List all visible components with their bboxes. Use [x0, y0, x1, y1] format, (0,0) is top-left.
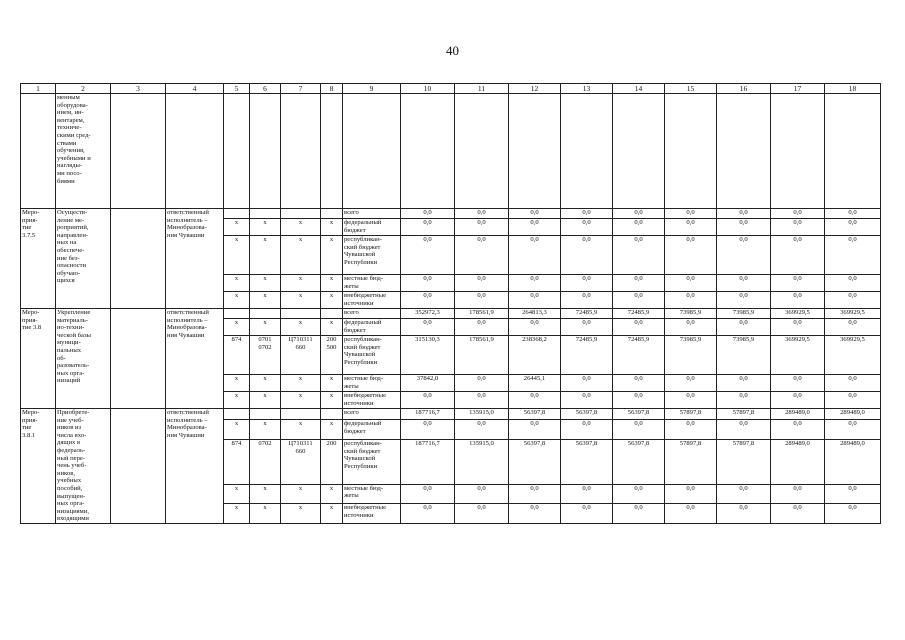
value-cell: 0,0: [509, 209, 561, 219]
cell: [455, 94, 509, 209]
value-cell: 57897,8: [717, 440, 771, 485]
value-cell: 57897,8: [665, 409, 717, 420]
value-cell: 57897,8: [717, 409, 771, 420]
value-cell: 0,0: [455, 375, 509, 392]
executor-cell: ответственный исполнитель – Минобразова- ния Чувашии: [166, 209, 224, 309]
value-cell: 0,0: [771, 236, 825, 275]
value-cell: 0,0: [401, 484, 455, 504]
value-cell: 56397,8: [613, 409, 665, 420]
table-header-row: [21, 84, 881, 94]
code-cell: x: [281, 236, 321, 275]
measure-id-cell: Меро- прия- тие 3.8.1: [21, 409, 56, 524]
value-cell: 0,0: [509, 504, 561, 524]
code-cell: x: [250, 484, 281, 504]
value-cell: 0,0: [825, 275, 881, 292]
value-cell: 0,0: [613, 236, 665, 275]
value-cell: 135915,0: [455, 440, 509, 485]
source-cell: всего: [343, 209, 401, 219]
value-cell: 0,0: [771, 392, 825, 409]
cell: [771, 94, 825, 209]
code-cell: [321, 209, 343, 219]
value-cell: 0,0: [561, 236, 613, 275]
code-cell: x: [321, 236, 343, 275]
value-cell: 72485,9: [613, 309, 665, 319]
header-cell: 16: [717, 84, 771, 94]
header-cell: 8: [321, 84, 343, 94]
code-cell: [321, 409, 343, 420]
cell: [665, 94, 717, 209]
value-cell: 0,0: [665, 209, 717, 219]
value-cell: 187716,7: [401, 440, 455, 485]
value-cell: 0,0: [613, 420, 665, 440]
value-cell: 0,0: [717, 319, 771, 336]
code-cell: [250, 409, 281, 420]
value-cell: 315130,3: [401, 336, 455, 375]
value-cell: 0,0: [717, 209, 771, 219]
code-cell: x: [321, 275, 343, 292]
value-cell: 72485,9: [561, 309, 613, 319]
header-cell: 11: [455, 84, 509, 94]
code-cell: [250, 309, 281, 319]
continuation-name-cell: менным оборудова- нием, ин- вентарем, техниче- скими сред- ствами обучения, учебными и нагляды- ми посо- биями: [56, 94, 111, 209]
value-cell: 289489,0: [825, 440, 881, 485]
value-cell: 178561,9: [455, 336, 509, 375]
value-cell: 238368,2: [509, 336, 561, 375]
value-cell: 0,0: [509, 319, 561, 336]
value-cell: 0,0: [509, 392, 561, 409]
budget-table: [20, 83, 881, 524]
value-cell: 73985,9: [717, 309, 771, 319]
code-cell: x: [224, 392, 250, 409]
value-cell: 0,0: [455, 275, 509, 292]
cell: [166, 94, 224, 209]
source-cell: всего: [343, 309, 401, 319]
code-cell: [250, 209, 281, 219]
value-cell: 0,0: [561, 319, 613, 336]
code-cell: x: [281, 219, 321, 236]
value-cell: 0,0: [455, 209, 509, 219]
code-cell: [224, 409, 250, 420]
value-cell: 0,0: [771, 275, 825, 292]
value-cell: 0,0: [561, 484, 613, 504]
value-cell: 0,0: [509, 420, 561, 440]
code-cell: x: [250, 319, 281, 336]
source-cell: внебюджетные источники: [343, 504, 401, 524]
value-cell: 0,0: [717, 375, 771, 392]
code-cell: x: [281, 319, 321, 336]
header-cell: 12: [509, 84, 561, 94]
value-cell: 0,0: [561, 219, 613, 236]
value-cell: 0,0: [509, 275, 561, 292]
header-cell: 17: [771, 84, 825, 94]
measure-id-cell: Меро- прия- тие 3.8: [21, 309, 56, 409]
code-cell: 200 500: [321, 336, 343, 375]
value-cell: 369929,5: [825, 336, 881, 375]
value-cell: 0,0: [509, 292, 561, 309]
code-cell: x: [250, 275, 281, 292]
code-cell: x: [281, 420, 321, 440]
value-cell: 26445,1: [509, 375, 561, 392]
code-cell: x: [281, 392, 321, 409]
value-cell: 0,0: [665, 420, 717, 440]
cell: [111, 309, 166, 409]
measure-name-cell: Осуществ- ление ме- роприятий, направлен- ных на обеспече- ние без- опасности обучаю- щихся: [56, 209, 111, 309]
value-cell: 0,0: [771, 219, 825, 236]
value-cell: 0,0: [613, 275, 665, 292]
value-cell: 0,0: [561, 392, 613, 409]
code-cell: x: [224, 219, 250, 236]
value-cell: 0,0: [665, 375, 717, 392]
header-cell: 4: [166, 84, 224, 94]
value-cell: 57897,8: [665, 440, 717, 485]
code-cell: [281, 309, 321, 319]
code-cell: [321, 309, 343, 319]
cell: [343, 94, 401, 209]
value-cell: 0,0: [509, 236, 561, 275]
code-cell: x: [224, 420, 250, 440]
value-cell: 0,0: [717, 219, 771, 236]
source-cell: республикан- ский бюджет Чувашской Республики: [343, 236, 401, 275]
cell: [717, 94, 771, 209]
value-cell: 0,0: [401, 275, 455, 292]
value-cell: 0,0: [825, 219, 881, 236]
code-cell: x: [281, 375, 321, 392]
value-cell: 0,0: [717, 504, 771, 524]
code-cell: x: [321, 484, 343, 504]
value-cell: 0,0: [717, 275, 771, 292]
value-cell: 369929,5: [825, 309, 881, 319]
value-cell: 73985,9: [717, 336, 771, 375]
cell: [111, 94, 166, 209]
value-cell: 0,0: [401, 236, 455, 275]
value-cell: 0,0: [455, 420, 509, 440]
value-cell: 0,0: [455, 236, 509, 275]
source-cell: федеральный бюджет: [343, 319, 401, 336]
value-cell: 178561,9: [455, 309, 509, 319]
code-cell: x: [321, 504, 343, 524]
source-cell: внебюджетные источники: [343, 292, 401, 309]
code-cell: x: [281, 275, 321, 292]
source-cell: местные бюд- жеты: [343, 375, 401, 392]
header-cell: 9: [343, 84, 401, 94]
code-cell: 874: [224, 336, 250, 375]
value-cell: 135915,0: [455, 409, 509, 420]
value-cell: 0,0: [717, 392, 771, 409]
code-cell: x: [281, 484, 321, 504]
value-cell: 37842,0: [401, 375, 455, 392]
code-cell: x: [321, 219, 343, 236]
value-cell: 0,0: [561, 209, 613, 219]
value-cell: 0,0: [561, 375, 613, 392]
value-cell: 0,0: [455, 504, 509, 524]
cell: [111, 409, 166, 524]
code-cell: x: [250, 392, 281, 409]
header-cell: 10: [401, 84, 455, 94]
code-cell: [281, 409, 321, 420]
value-cell: 187716,7: [401, 409, 455, 420]
value-cell: 369929,5: [771, 309, 825, 319]
value-cell: 73985,9: [665, 336, 717, 375]
value-cell: 72485,9: [613, 336, 665, 375]
value-cell: 56397,8: [509, 440, 561, 485]
code-cell: 200: [321, 440, 343, 485]
cell: [281, 94, 321, 209]
value-cell: 0,0: [561, 504, 613, 524]
cell: [401, 94, 455, 209]
code-cell: 874: [224, 440, 250, 485]
value-cell: 0,0: [665, 236, 717, 275]
code-cell: 0702: [250, 440, 281, 485]
code-cell: x: [224, 236, 250, 275]
cell: [111, 209, 166, 309]
value-cell: 369929,5: [771, 336, 825, 375]
value-cell: 0,0: [665, 219, 717, 236]
cell: [21, 94, 56, 209]
value-cell: 0,0: [613, 392, 665, 409]
code-cell: x: [321, 392, 343, 409]
value-cell: 56397,8: [509, 409, 561, 420]
value-cell: 0,0: [825, 392, 881, 409]
value-cell: 0,0: [771, 375, 825, 392]
cell: [321, 94, 343, 209]
continuation-row: [21, 94, 881, 209]
value-cell: 0,0: [455, 392, 509, 409]
page-number: 40: [446, 43, 459, 58]
header-cell: 5: [224, 84, 250, 94]
value-cell: 0,0: [717, 292, 771, 309]
header-cell: 15: [665, 84, 717, 94]
value-cell: 56397,8: [561, 409, 613, 420]
value-cell: 0,0: [455, 219, 509, 236]
header-cell: 3: [111, 84, 166, 94]
value-cell: 0,0: [771, 504, 825, 524]
value-cell: 0,0: [717, 484, 771, 504]
code-cell: x: [321, 420, 343, 440]
value-cell: 0,0: [401, 392, 455, 409]
code-cell: 0701 0702: [250, 336, 281, 375]
value-cell: 0,0: [771, 209, 825, 219]
code-cell: x: [250, 375, 281, 392]
value-cell: 0,0: [613, 319, 665, 336]
value-cell: 0,0: [771, 292, 825, 309]
code-cell: Ц710311 660: [281, 440, 321, 485]
code-cell: [281, 209, 321, 219]
table-row: [21, 209, 881, 219]
value-cell: 289489,0: [825, 409, 881, 420]
value-cell: 0,0: [401, 219, 455, 236]
code-cell: x: [224, 375, 250, 392]
code-cell: x: [321, 375, 343, 392]
value-cell: 0,0: [509, 484, 561, 504]
value-cell: 0,0: [825, 504, 881, 524]
table-row: [21, 409, 881, 420]
cell: [509, 94, 561, 209]
header-cell: 14: [613, 84, 665, 94]
code-cell: x: [250, 236, 281, 275]
value-cell: 0,0: [401, 292, 455, 309]
code-cell: x: [224, 504, 250, 524]
cell: [561, 94, 613, 209]
source-cell: местные бюд- жеты: [343, 484, 401, 504]
value-cell: 72485,9: [561, 336, 613, 375]
code-cell: x: [250, 504, 281, 524]
value-cell: 0,0: [665, 504, 717, 524]
code-cell: x: [224, 292, 250, 309]
value-cell: 0,0: [613, 219, 665, 236]
value-cell: 0,0: [665, 275, 717, 292]
header-cell: 13: [561, 84, 613, 94]
header-cell: 1: [21, 84, 56, 94]
measure-id-cell: Меро- прия- тие 3.7.5: [21, 209, 56, 309]
value-cell: 56397,8: [561, 440, 613, 485]
source-cell: внебюджетные источники: [343, 392, 401, 409]
value-cell: 0,0: [771, 420, 825, 440]
value-cell: 0,0: [455, 319, 509, 336]
value-cell: 0,0: [825, 292, 881, 309]
code-cell: [224, 209, 250, 219]
value-cell: 289489,0: [771, 409, 825, 420]
value-cell: 73985,9: [665, 309, 717, 319]
value-cell: 0,0: [401, 209, 455, 219]
cell: [825, 94, 881, 209]
value-cell: 0,0: [825, 420, 881, 440]
source-cell: федеральный бюджет: [343, 420, 401, 440]
value-cell: 0,0: [613, 375, 665, 392]
value-cell: 0,0: [401, 420, 455, 440]
value-cell: 289489,0: [771, 440, 825, 485]
header-cell: 6: [250, 84, 281, 94]
value-cell: 0,0: [613, 484, 665, 504]
value-cell: 0,0: [771, 484, 825, 504]
measure-name-cell: Укрепление материаль- но-техни- ческой базы муници- пальных об- разователь- ных орга- низаций: [56, 309, 111, 409]
value-cell: 0,0: [771, 319, 825, 336]
code-cell: x: [250, 219, 281, 236]
header-cell: 18: [825, 84, 881, 94]
source-cell: республикан- ский бюджет Чувашской Республики: [343, 336, 401, 375]
code-cell: x: [224, 484, 250, 504]
code-cell: [224, 309, 250, 319]
value-cell: 0,0: [825, 484, 881, 504]
header-cell: 2: [56, 84, 111, 94]
value-cell: 0,0: [665, 484, 717, 504]
value-cell: 0,0: [455, 292, 509, 309]
cell: [224, 94, 250, 209]
code-cell: x: [250, 420, 281, 440]
value-cell: 0,0: [665, 319, 717, 336]
value-cell: 0,0: [825, 209, 881, 219]
code-cell: x: [224, 319, 250, 336]
value-cell: 0,0: [455, 484, 509, 504]
value-cell: 0,0: [561, 420, 613, 440]
measure-name-cell: Приобрете- ние учеб- ников из числа вхо- дящих в федераль- ный пере- чень учеб- ников, учебных пособий, выпущен- ных орга- низациями, входящими: [56, 409, 111, 524]
code-cell: x: [250, 292, 281, 309]
value-cell: 0,0: [561, 292, 613, 309]
value-cell: 0,0: [717, 236, 771, 275]
value-cell: 0,0: [561, 275, 613, 292]
code-cell: x: [321, 319, 343, 336]
value-cell: 56397,8: [613, 440, 665, 485]
value-cell: 0,0: [401, 504, 455, 524]
source-cell: республикан- ский бюджет Чувашской Республики: [343, 440, 401, 485]
value-cell: 0,0: [717, 420, 771, 440]
header-cell: 7: [281, 84, 321, 94]
code-cell: x: [281, 504, 321, 524]
value-cell: 0,0: [613, 292, 665, 309]
code-cell: x: [321, 292, 343, 309]
code-cell: x: [224, 275, 250, 292]
value-cell: 0,0: [665, 292, 717, 309]
source-cell: федеральный бюджет: [343, 219, 401, 236]
value-cell: 0,0: [665, 392, 717, 409]
value-cell: 0,0: [613, 504, 665, 524]
code-cell: x: [281, 292, 321, 309]
cell: [250, 94, 281, 209]
executor-cell: ответственный исполнитель – Минобразова- ния Чувашии: [166, 409, 224, 524]
value-cell: 0,0: [825, 375, 881, 392]
value-cell: 0,0: [825, 236, 881, 275]
value-cell: 352972,3: [401, 309, 455, 319]
value-cell: 0,0: [825, 319, 881, 336]
value-cell: 0,0: [613, 209, 665, 219]
value-cell: 264813,3: [509, 309, 561, 319]
executor-cell: ответственный исполнитель – Минобразова- ния Чувашии: [166, 309, 224, 409]
source-cell: всего: [343, 409, 401, 420]
code-cell: Ц710311 660: [281, 336, 321, 375]
source-cell: местные бюд- жеты: [343, 275, 401, 292]
value-cell: 0,0: [401, 319, 455, 336]
table-row: [21, 309, 881, 319]
cell: [613, 94, 665, 209]
value-cell: 0,0: [509, 219, 561, 236]
